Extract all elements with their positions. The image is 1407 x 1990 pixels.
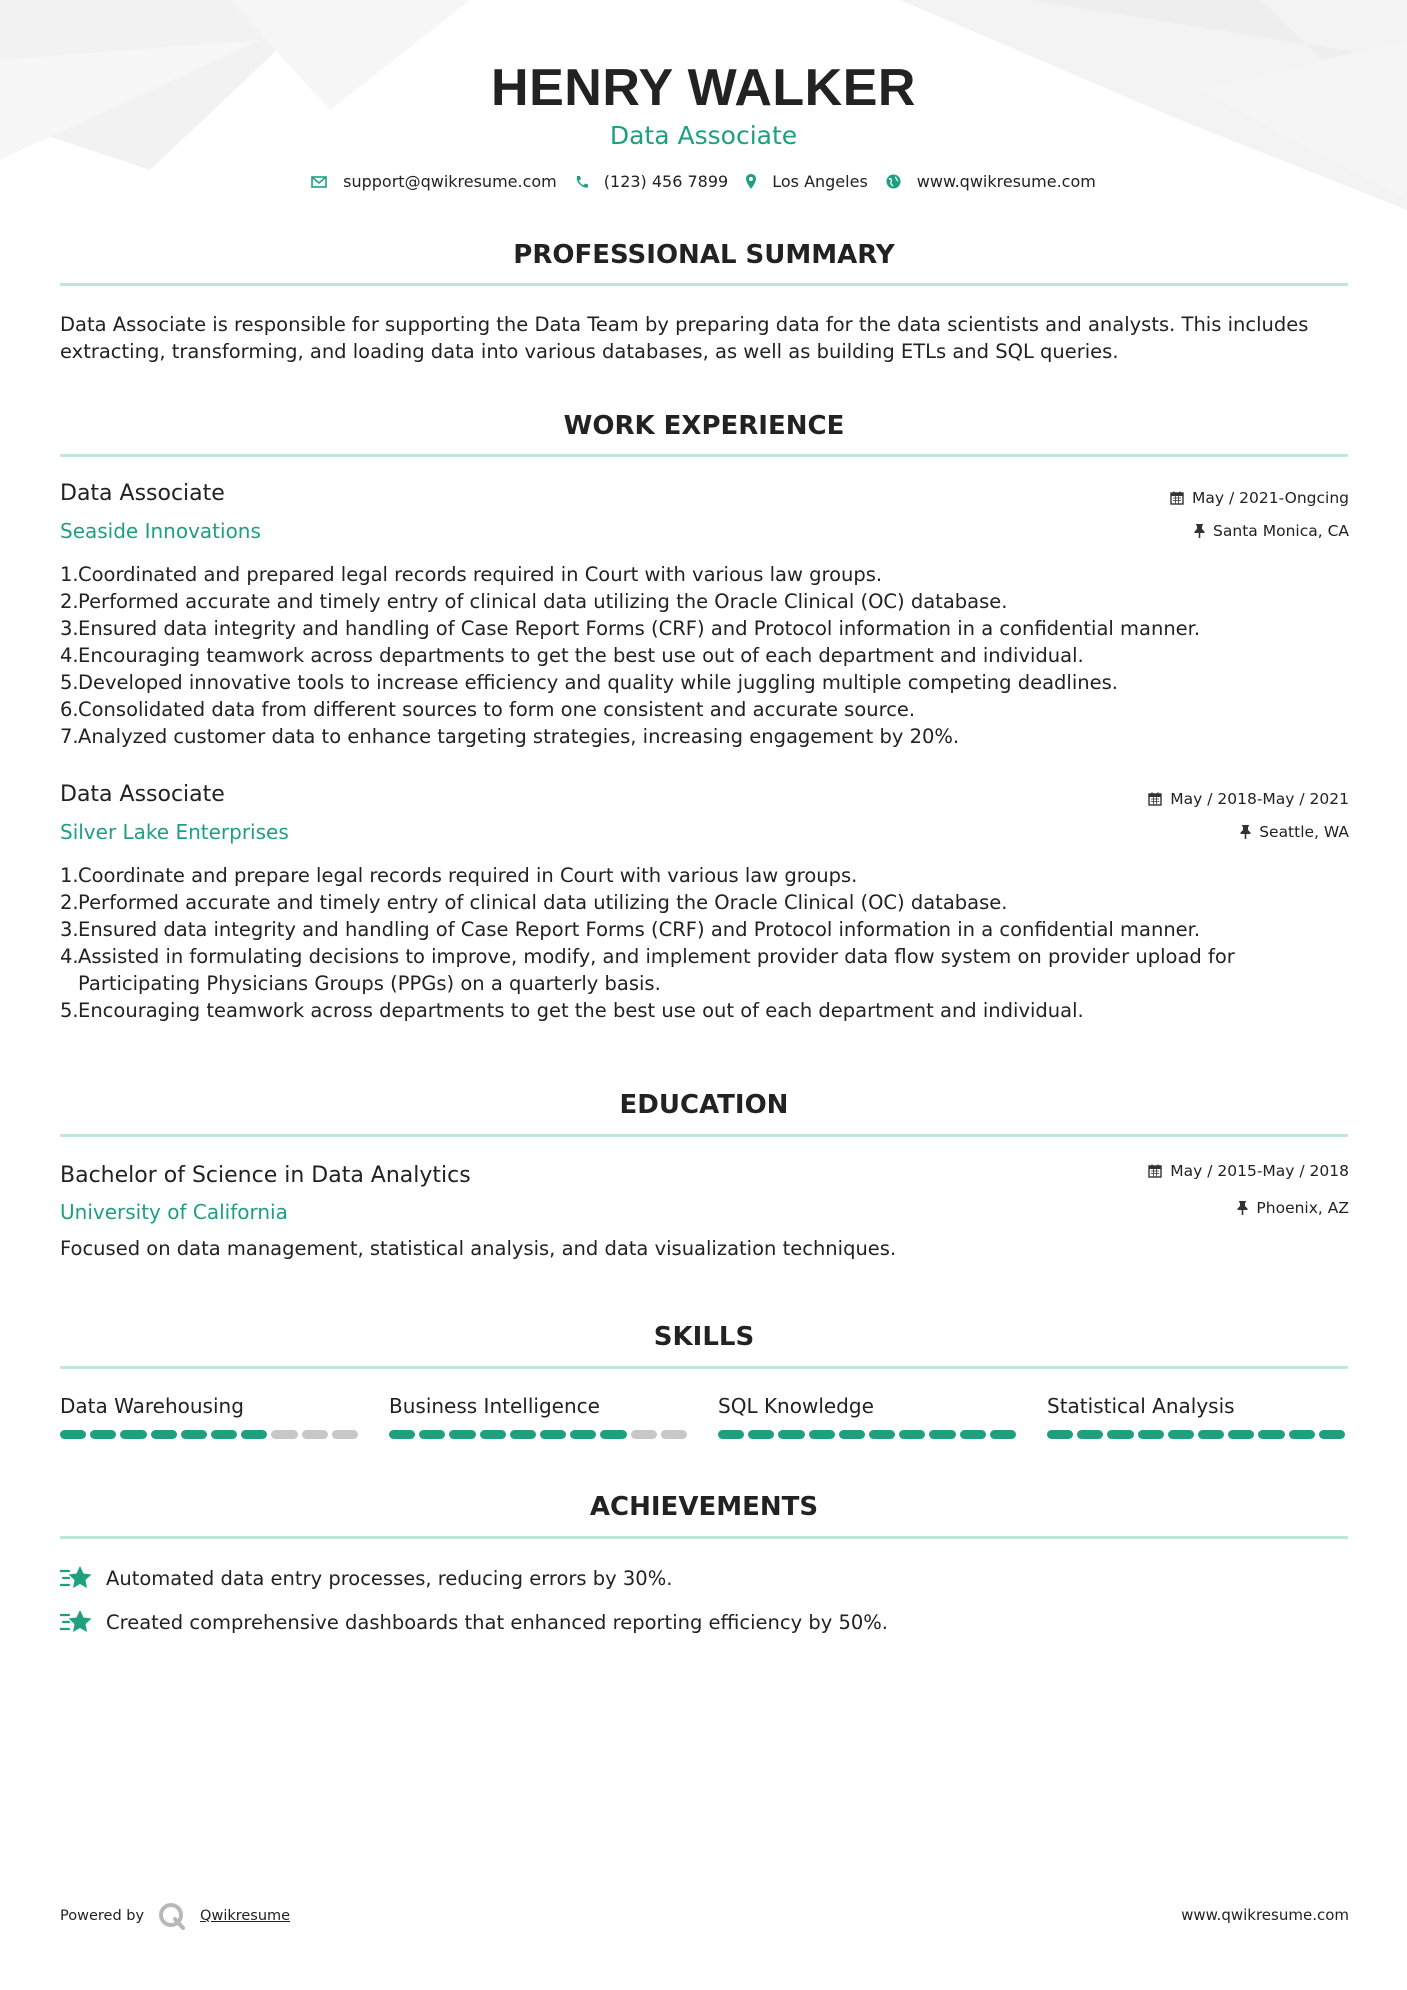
skill-name: Data Warehousing bbox=[60, 1394, 244, 1418]
map-pin-icon bbox=[746, 174, 756, 189]
skill-name: Statistical Analysis bbox=[1047, 1394, 1235, 1418]
skill-level-segment bbox=[389, 1430, 415, 1439]
skill-level-segment bbox=[929, 1430, 955, 1439]
skill-item bbox=[718, 1394, 1020, 1439]
skill-level-segment bbox=[540, 1430, 566, 1439]
skill-level-segment bbox=[748, 1430, 774, 1439]
experience-heading: WORK EXPERIENCE bbox=[563, 411, 845, 441]
skill-level-segment bbox=[1258, 1430, 1284, 1439]
education-dates-text: May / 2015-May / 2018 bbox=[1170, 1162, 1349, 1180]
list-item: 2. Performed accurate and timely entry of clinical data utilizing the Oracle Clinical (OC) database. bbox=[60, 590, 1008, 613]
education-divider bbox=[60, 1134, 1348, 1137]
skill-level-segment bbox=[120, 1430, 146, 1439]
location-text: Los Angeles bbox=[772, 172, 868, 191]
skill-level-segment bbox=[600, 1430, 626, 1439]
candidate-role: Data Associate bbox=[609, 121, 798, 150]
job-dates bbox=[1148, 790, 1349, 808]
skill-level-segment bbox=[778, 1430, 804, 1439]
list-item: 1. Coordinated and prepared legal records required in Court with various law groups. bbox=[60, 563, 883, 586]
pushpin-icon bbox=[1194, 524, 1205, 538]
skill-level-segment bbox=[899, 1430, 925, 1439]
email-text: support@qwikresume.com bbox=[343, 172, 557, 191]
education-dates bbox=[1148, 1162, 1349, 1180]
skills-heading: SKILLS bbox=[653, 1322, 755, 1352]
summary-divider bbox=[60, 283, 1348, 286]
skill-level-segment bbox=[302, 1430, 328, 1439]
skill-level-segment bbox=[1168, 1430, 1194, 1439]
list-item: 3. Ensured data integrity and handling of Case Report Forms (CRF) and Protocol information in a confidential manner. bbox=[60, 617, 1201, 640]
footer-powered-by bbox=[60, 1902, 290, 1930]
skill-level-segment bbox=[839, 1430, 865, 1439]
education-description: Focused on data management, statistical analysis, and data visualization techniques. bbox=[60, 1237, 897, 1260]
job-location-text: Seattle, WA bbox=[1259, 823, 1349, 841]
skill-level-segment bbox=[449, 1430, 475, 1439]
qwikresume-link[interactable]: Qwikresume bbox=[200, 1908, 291, 1924]
skill-level-segment bbox=[241, 1430, 267, 1439]
pushpin-icon bbox=[1240, 825, 1251, 839]
skill-level-segment bbox=[480, 1430, 506, 1439]
list-item: 3. Ensured data integrity and handling of Case Report Forms (CRF) and Protocol information in a confidential manner. bbox=[60, 918, 1201, 941]
skill-level-segment bbox=[1077, 1430, 1103, 1439]
company-name: Seaside Innovations bbox=[60, 519, 261, 543]
skill-level-segment bbox=[90, 1430, 116, 1439]
school-name: University of California bbox=[60, 1200, 288, 1224]
skill-level-segment bbox=[419, 1430, 445, 1439]
education-heading: EDUCATION bbox=[619, 1090, 789, 1120]
phone-text: (123) 456 7899 bbox=[603, 172, 729, 191]
envelope-icon bbox=[311, 176, 327, 188]
skill-level-segment bbox=[869, 1430, 895, 1439]
education-location bbox=[1237, 1199, 1349, 1217]
job-bullet-list bbox=[60, 561, 1350, 750]
skill-level-segment bbox=[718, 1430, 744, 1439]
achievement-text: Automated data entry processes, reducing errors by 30%. bbox=[106, 1566, 673, 1590]
skill-level-segment bbox=[1198, 1430, 1224, 1439]
star-icon bbox=[60, 1609, 92, 1635]
skill-item bbox=[60, 1394, 362, 1439]
job-title: Data Associate bbox=[60, 782, 225, 807]
skill-name: Business Intelligence bbox=[389, 1394, 600, 1418]
job-location bbox=[1194, 522, 1349, 540]
skills-divider bbox=[60, 1366, 1348, 1369]
skill-level-segment bbox=[1107, 1430, 1133, 1439]
skill-level-segment bbox=[151, 1430, 177, 1439]
achievement-item bbox=[60, 1609, 888, 1635]
job-title: Data Associate bbox=[60, 481, 225, 506]
skill-level-bar bbox=[389, 1430, 691, 1439]
skill-level-segment bbox=[809, 1430, 835, 1439]
skill-level-bar bbox=[718, 1430, 1020, 1439]
job-dates-text: May / 2021-Ongcing bbox=[1192, 489, 1349, 507]
achievement-text: Created comprehensive dashboards that enhanced reporting efficiency by 50%. bbox=[106, 1610, 889, 1634]
job-dates bbox=[1170, 489, 1349, 507]
skill-level-segment bbox=[1138, 1430, 1164, 1439]
list-item: 1. Coordinate and prepare legal records required in Court with various law groups. bbox=[60, 864, 858, 887]
list-item: 4. Assisted in formulating decisions to improve, modify, and implement provider data flow system on provider upload for Participating Physicians Groups (PPGs) on a quarterly basis. bbox=[60, 945, 1235, 995]
degree-title: Bachelor of Science in Data Analytics bbox=[60, 1163, 471, 1188]
calendar-icon bbox=[1170, 491, 1184, 505]
list-item: 5. Developed innovative tools to increase efficiency and quality while juggling multiple competing deadlines. bbox=[60, 671, 1118, 694]
skill-name: SQL Knowledge bbox=[718, 1394, 874, 1418]
contact-phone[interactable] bbox=[575, 172, 728, 191]
skill-level-segment bbox=[271, 1430, 297, 1439]
skill-level-segment bbox=[661, 1430, 687, 1439]
skill-level-segment bbox=[631, 1430, 657, 1439]
summary-text: Data Associate is responsible for supporting the Data Team by preparing data for the data scientists and analysts. This includes extracting, transforming, and loading data into various databases, as well as building ETLs and SQL queries. bbox=[60, 313, 1309, 363]
website-text: www.qwikresume.com bbox=[916, 172, 1096, 191]
summary-heading: PROFESSIONAL SUMMARY bbox=[513, 240, 895, 270]
skill-level-segment bbox=[1228, 1430, 1254, 1439]
star-icon bbox=[60, 1565, 92, 1591]
phone-icon bbox=[575, 175, 588, 189]
job-location-text: Santa Monica, CA bbox=[1213, 522, 1349, 540]
skill-level-segment bbox=[211, 1430, 237, 1439]
globe-icon bbox=[886, 174, 901, 189]
calendar-icon bbox=[1148, 792, 1162, 806]
job-location bbox=[1240, 823, 1349, 841]
skill-item bbox=[1047, 1394, 1349, 1439]
skill-level-segment bbox=[960, 1430, 986, 1439]
achievement-item bbox=[60, 1565, 672, 1591]
skill-level-segment bbox=[1289, 1430, 1315, 1439]
list-item: 7. Analyzed customer data to enhance targeting strategies, increasing engagement by 20%. bbox=[60, 725, 960, 748]
skill-level-segment bbox=[510, 1430, 536, 1439]
powered-by-label: Powered by bbox=[60, 1908, 145, 1924]
skill-level-segment bbox=[1047, 1430, 1073, 1439]
education-location-text: Phoenix, AZ bbox=[1256, 1199, 1349, 1217]
skill-level-segment bbox=[181, 1430, 207, 1439]
contact-bar bbox=[0, 172, 1407, 191]
list-item: 5. Encouraging teamwork across departments to get the best use out of each department and individual. bbox=[60, 999, 1084, 1022]
list-item: 2. Performed accurate and timely entry of clinical data utilizing the Oracle Clinical (OC) database. bbox=[60, 891, 1008, 914]
pushpin-icon bbox=[1237, 1201, 1248, 1215]
job-bullet-list bbox=[60, 862, 1350, 1024]
contact-email[interactable] bbox=[311, 172, 557, 191]
skill-level-bar bbox=[1047, 1430, 1349, 1439]
skill-level-segment bbox=[990, 1430, 1016, 1439]
skill-item bbox=[389, 1394, 691, 1439]
list-item: 4. Encouraging teamwork across departments to get the best use out of each department and individual. bbox=[60, 644, 1084, 667]
qwikresume-logo-icon bbox=[158, 1902, 186, 1930]
achievements-heading: ACHIEVEMENTS bbox=[589, 1492, 819, 1522]
skill-level-segment bbox=[1319, 1430, 1345, 1439]
job-dates-text: May / 2018-May / 2021 bbox=[1170, 790, 1349, 808]
contact-website[interactable] bbox=[886, 172, 1096, 191]
company-name: Silver Lake Enterprises bbox=[60, 820, 289, 844]
skill-level-segment bbox=[332, 1430, 358, 1439]
list-item: 6. Consolidated data from different sources to form one consistent and accurate source. bbox=[60, 698, 916, 721]
achievements-divider bbox=[60, 1536, 1348, 1539]
skill-level-segment bbox=[60, 1430, 86, 1439]
calendar-icon bbox=[1148, 1164, 1162, 1178]
footer-website[interactable]: www.qwikresume.com bbox=[1181, 1906, 1349, 1924]
contact-location bbox=[746, 172, 868, 191]
candidate-name: HENRY WALKER bbox=[491, 59, 916, 117]
skill-level-bar bbox=[60, 1430, 362, 1439]
experience-divider bbox=[60, 454, 1348, 457]
skill-level-segment bbox=[570, 1430, 596, 1439]
